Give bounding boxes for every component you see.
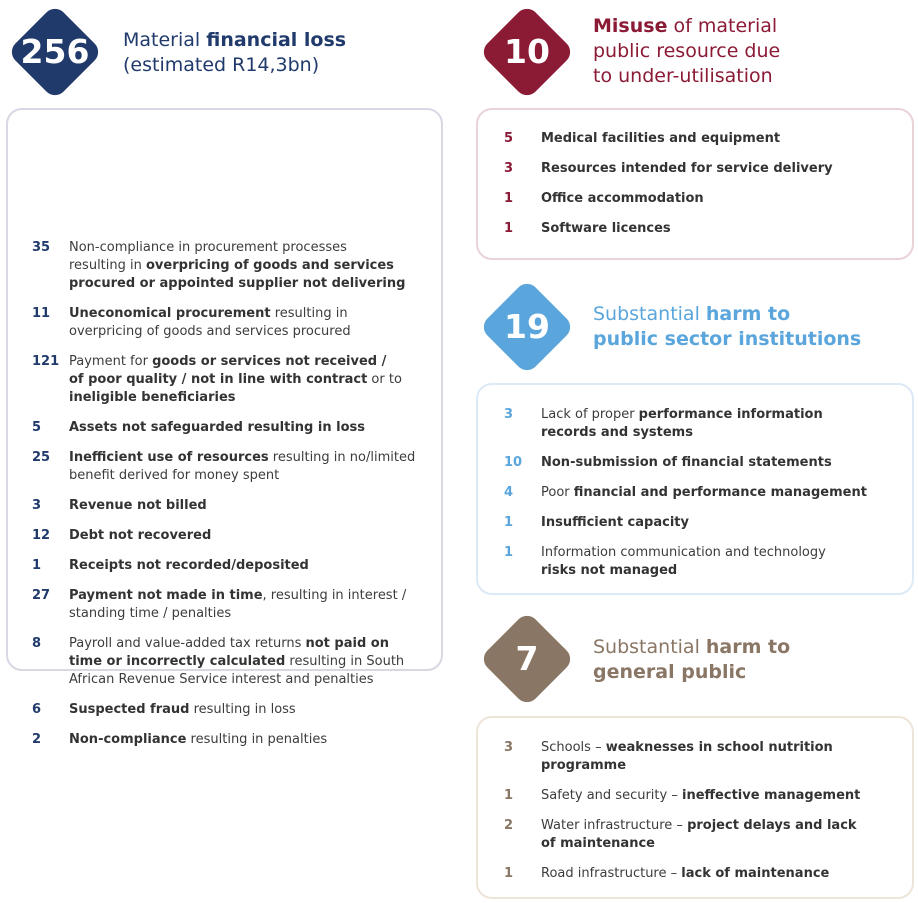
- list-item: [504, 787, 860, 805]
- text-segment: Suspected fraud: [69, 702, 190, 717]
- text-segment: resulting in loss: [189, 702, 296, 717]
- description-line: [541, 424, 867, 442]
- text-segment: harm to: [705, 303, 791, 325]
- item-list: [504, 739, 860, 895]
- item-count: 1: [504, 866, 514, 881]
- list-item: [504, 190, 833, 208]
- item-description: [541, 787, 860, 805]
- item-count: 11: [32, 306, 51, 321]
- description-line: [541, 865, 860, 883]
- panel-box: [476, 383, 914, 595]
- text-segment: performance information: [638, 407, 823, 422]
- text-segment: Lack of proper: [541, 407, 639, 422]
- description-line: [541, 514, 867, 532]
- description-line: [69, 239, 415, 257]
- item-description: [69, 557, 415, 575]
- item-description: [541, 514, 867, 532]
- text-segment: lack of maintenance: [681, 866, 830, 881]
- description-line: [541, 130, 833, 148]
- description-line: [69, 419, 415, 437]
- item-count: 1: [504, 191, 514, 206]
- description-line: [69, 449, 415, 467]
- text-segment: Non-compliance: [69, 732, 187, 747]
- text-segment: financial loss: [206, 29, 347, 51]
- item-count: 3: [32, 498, 42, 513]
- list-item: [32, 449, 415, 485]
- description-line: [69, 527, 415, 545]
- count-value: 10: [504, 32, 550, 71]
- text-segment: Assets not safeguarded resulting in loss: [69, 420, 365, 435]
- text-segment: Non-submission of financial statements: [541, 455, 832, 470]
- text-segment: goods or services not received /: [152, 354, 387, 369]
- text-segment: Payment not made in time: [69, 588, 263, 603]
- text-segment: risks not managed: [541, 563, 678, 578]
- item-description: [69, 587, 415, 623]
- description-line: [541, 817, 860, 835]
- description-line: [69, 275, 415, 293]
- description-line: [69, 701, 415, 719]
- title-line: [593, 14, 780, 39]
- item-description: [541, 220, 833, 238]
- description-line: [69, 557, 415, 575]
- list-item: [504, 130, 833, 148]
- text-segment: resulting in penalties: [186, 732, 328, 747]
- text-segment: Misuse: [593, 15, 668, 37]
- text-segment: Non-compliance in procurement processes: [69, 240, 347, 255]
- text-segment: resulting in: [270, 306, 348, 321]
- item-count: 3: [504, 407, 514, 422]
- description-line: [69, 371, 415, 389]
- text-segment: of maintenance: [541, 836, 655, 851]
- description-line: [541, 220, 833, 238]
- text-segment: time or incorrectly calculated: [69, 654, 286, 669]
- title-line: [123, 28, 346, 53]
- item-count: 25: [32, 450, 51, 465]
- panel-box: [6, 108, 443, 747]
- title-line: [123, 53, 346, 78]
- panel-box: [476, 108, 914, 260]
- text-segment: Schools –: [541, 740, 606, 755]
- description-line: [69, 257, 415, 275]
- text-segment: ineligible beneficiaries: [69, 390, 236, 405]
- description-line: [69, 653, 415, 671]
- count-value: 19: [504, 307, 550, 346]
- item-description: [69, 701, 415, 719]
- count-value: 256: [20, 32, 90, 71]
- item-count: 12: [32, 528, 51, 543]
- count-value: 7: [515, 639, 539, 678]
- item-description: [69, 449, 415, 485]
- description-line: [541, 190, 833, 208]
- panel-title: [593, 635, 790, 685]
- text-segment: Uneconomical procurement: [69, 306, 271, 321]
- text-segment: Substantial: [593, 303, 706, 325]
- panel-title: [593, 14, 780, 89]
- description-line: [69, 305, 415, 323]
- list-item: [32, 239, 415, 293]
- description-line: [541, 739, 860, 757]
- description-line: [541, 454, 867, 472]
- description-line: [69, 467, 415, 485]
- item-count: 1: [504, 788, 514, 803]
- text-segment: overpricing of goods and services: [146, 258, 394, 273]
- text-segment: Substantial: [593, 636, 706, 658]
- text-segment: to under-utilisation: [593, 65, 773, 87]
- item-count: 6: [32, 702, 42, 717]
- item-count: 1: [504, 221, 514, 236]
- item-count: 4: [504, 485, 514, 500]
- text-segment: Poor: [541, 485, 574, 500]
- item-description: [541, 817, 860, 853]
- list-item: [32, 731, 415, 749]
- item-description: [69, 305, 415, 341]
- list-item: [504, 544, 867, 580]
- description-line: [69, 671, 415, 689]
- text-segment: Debt not recovered: [69, 528, 212, 543]
- list-item: [32, 353, 415, 407]
- text-segment: Insufficient capacity: [541, 515, 689, 530]
- text-segment: Resources intended for service delivery: [541, 161, 833, 176]
- list-item: [32, 557, 415, 575]
- item-description: [541, 484, 867, 502]
- item-count: 3: [504, 161, 514, 176]
- description-line: [69, 635, 415, 653]
- item-count: 5: [504, 131, 514, 146]
- item-description: [541, 406, 867, 442]
- item-description: [69, 527, 415, 545]
- panel-title: [593, 302, 861, 352]
- list-item: [32, 701, 415, 719]
- title-line: [593, 327, 861, 352]
- description-line: [541, 406, 867, 424]
- item-description: [69, 353, 415, 407]
- item-description: [541, 739, 860, 775]
- text-segment: Safety and security –: [541, 788, 682, 803]
- item-description: [69, 239, 415, 293]
- text-segment: Water infrastructure –: [541, 818, 688, 833]
- item-description: [541, 865, 860, 883]
- text-segment: Material: [123, 29, 207, 51]
- text-segment: Medical facilities and equipment: [541, 131, 781, 146]
- text-segment: Information communication and technology: [541, 545, 826, 560]
- item-description: [541, 160, 833, 178]
- item-description: [541, 130, 833, 148]
- text-segment: overpricing of goods and services procured: [69, 324, 351, 339]
- list-item: [504, 484, 867, 502]
- description-line: [69, 323, 415, 341]
- description-line: [541, 787, 860, 805]
- description-line: [541, 757, 860, 775]
- description-line: [69, 353, 415, 371]
- text-segment: of poor quality / not in line with contract: [69, 372, 368, 387]
- item-count: 2: [32, 732, 42, 747]
- text-segment: Office accommodation: [541, 191, 704, 206]
- item-description: [541, 544, 867, 580]
- panel-box: [476, 716, 914, 899]
- text-segment: benefit derived for money spent: [69, 468, 280, 483]
- item-count: 35: [32, 240, 51, 255]
- item-list: [504, 406, 867, 592]
- item-count: 2: [504, 818, 514, 833]
- list-item: [504, 220, 833, 238]
- description-line: [69, 497, 415, 515]
- description-line: [69, 389, 415, 407]
- text-segment: public resource due: [593, 40, 781, 62]
- list-item: [504, 739, 860, 775]
- item-count: 27: [32, 588, 51, 603]
- text-segment: standing time / penalties: [69, 606, 232, 621]
- text-segment: Revenue not billed: [69, 498, 207, 513]
- item-description: [69, 635, 415, 689]
- text-segment: weaknesses in school nutrition: [605, 740, 833, 755]
- text-segment: Receipts not recorded/deposited: [69, 558, 309, 573]
- description-line: [541, 562, 867, 580]
- description-line: [541, 484, 867, 502]
- text-segment: Inefficient use of resources: [69, 450, 269, 465]
- description-line: [69, 587, 415, 605]
- item-description: [69, 731, 415, 749]
- list-item: [32, 305, 415, 341]
- item-count: 121: [32, 354, 60, 369]
- text-segment: not paid on: [305, 636, 389, 651]
- item-description: [69, 419, 415, 437]
- text-segment: procured or appointed supplier not delivering: [69, 276, 406, 291]
- description-line: [541, 160, 833, 178]
- item-count: 1: [504, 545, 514, 560]
- text-segment: resulting in no/limited: [268, 450, 416, 465]
- title-line: [593, 64, 780, 89]
- list-item: [504, 865, 860, 883]
- text-segment: Road infrastructure –: [541, 866, 682, 881]
- description-line: [69, 605, 415, 623]
- text-segment: resulting in: [69, 258, 146, 273]
- description-line: [541, 544, 867, 562]
- item-count: 1: [504, 515, 514, 530]
- text-segment: programme: [541, 758, 627, 773]
- list-item: [32, 497, 415, 515]
- list-item: [32, 635, 415, 689]
- item-count: 10: [504, 455, 523, 470]
- text-segment: Payment for: [69, 354, 153, 369]
- title-line: [593, 635, 790, 660]
- list-item: [32, 587, 415, 623]
- text-segment: Software licences: [541, 221, 671, 236]
- text-segment: financial and performance management: [573, 485, 867, 500]
- title-line: [593, 660, 790, 685]
- description-line: [541, 835, 860, 853]
- item-description: [69, 497, 415, 515]
- list-item: [504, 514, 867, 532]
- title-line: [593, 302, 861, 327]
- list-item: [32, 527, 415, 545]
- item-count: 1: [32, 558, 42, 573]
- text-segment: , resulting in interest /: [262, 588, 407, 603]
- text-segment: ineffective management: [681, 788, 861, 803]
- list-item: [504, 160, 833, 178]
- description-line: [69, 731, 415, 749]
- text-segment: resulting in South: [285, 654, 405, 669]
- item-count: 3: [504, 740, 514, 755]
- item-description: [541, 454, 867, 472]
- item-count: 8: [32, 636, 42, 651]
- text-segment: (estimated R14,3bn): [123, 54, 320, 76]
- text-segment: of material: [667, 15, 778, 37]
- list-item: [504, 454, 867, 472]
- item-list: [32, 239, 415, 761]
- list-item: [32, 419, 415, 437]
- item-count: 5: [32, 420, 42, 435]
- text-segment: or to: [367, 372, 402, 387]
- panel-title: [123, 28, 346, 78]
- item-list: [504, 130, 833, 250]
- text-segment: harm to: [705, 636, 791, 658]
- item-description: [541, 190, 833, 208]
- text-segment: African Revenue Service interest and penalties: [69, 672, 374, 687]
- text-segment: general public: [593, 661, 747, 683]
- list-item: [504, 406, 867, 442]
- text-segment: Payroll and value-added tax returns: [69, 636, 306, 651]
- text-segment: project delays and lack: [687, 818, 857, 833]
- title-line: [593, 39, 780, 64]
- text-segment: public sector institutions: [593, 328, 862, 350]
- list-item: [504, 817, 860, 853]
- text-segment: records and systems: [541, 425, 693, 440]
